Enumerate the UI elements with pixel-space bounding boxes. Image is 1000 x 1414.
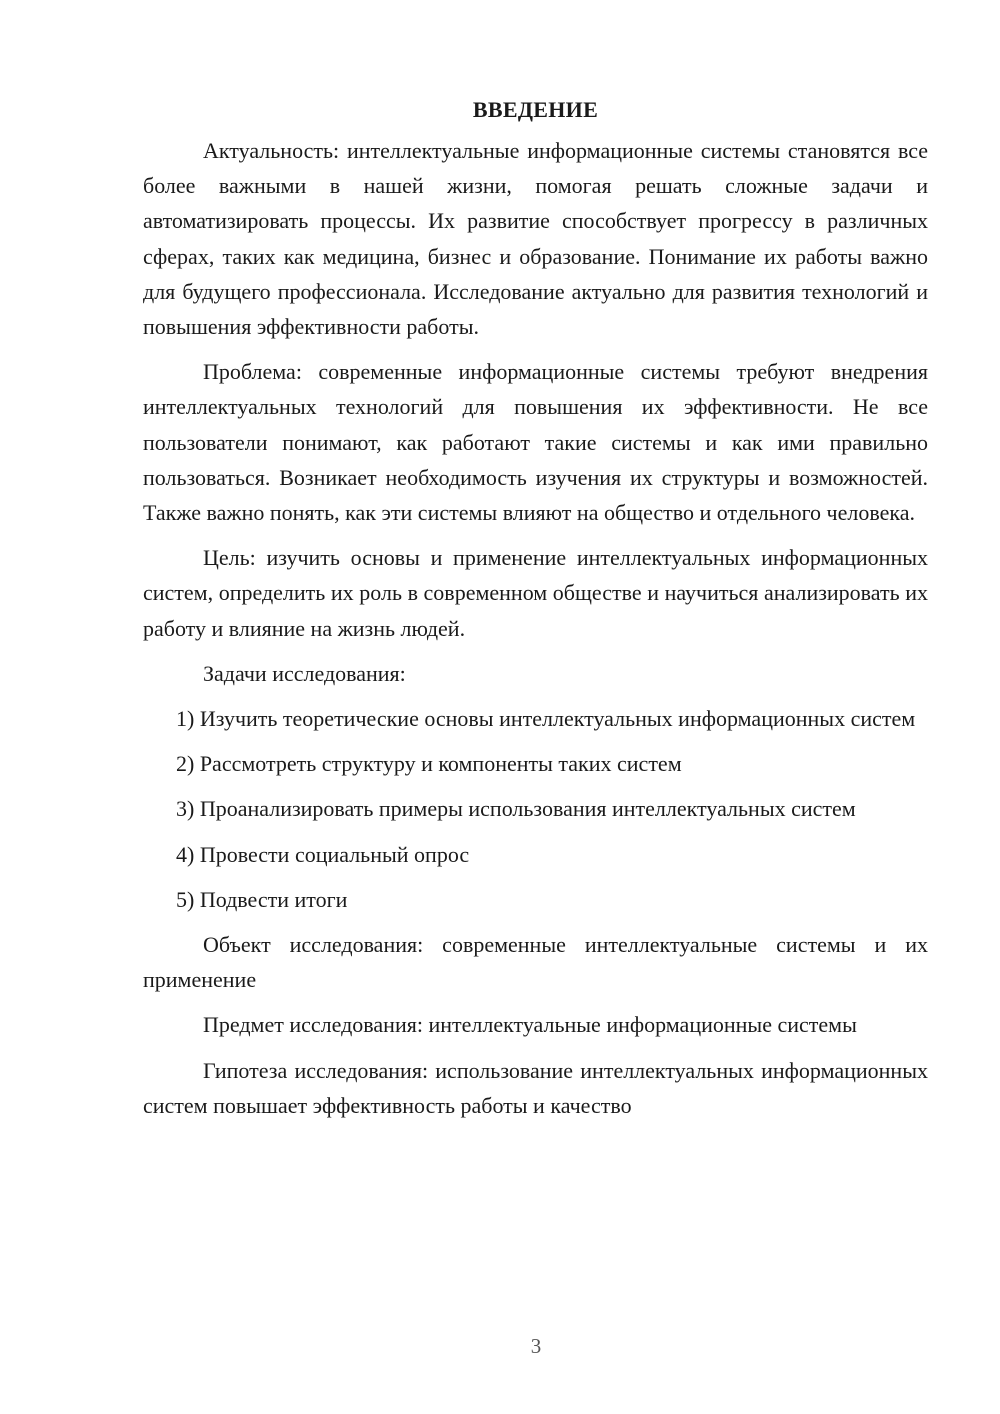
task-item-2: 2) Рассмотреть структуру и компоненты таких систем bbox=[176, 751, 682, 777]
page-number: 3 bbox=[530, 1334, 542, 1358]
paragraph-goal: Цель: изучить основы и применение интеллектуальных информационных систем, определить их роль в современном обществе и научиться анализировать их работу и влияние на жизнь людей. bbox=[143, 545, 928, 641]
task-item-5: 5) Подвести итоги bbox=[176, 886, 348, 912]
paragraph-hypothesis: Гипотеза исследования: использование интеллектуальных информационных систем повышает эффективность работы и качество bbox=[143, 1057, 928, 1118]
paragraph-relevance: Актуальность: интеллектуальные информационные системы становятся все более важными в нашей жизни, помогая решать сложные задачи и автоматизировать процессы. Их развитие способствует прогрессу в различных сферах, таких как медицина, бизнес и образование. Понимание их работы важно для будущего профессионала. Исследование актуально для развития технологий и повышения эффективности работы. bbox=[143, 138, 928, 340]
task-item-3: 3) Проанализировать примеры использования интеллектуальных систем bbox=[176, 796, 856, 822]
paragraph-object: Объект исследования: современные интеллектуальные системы и их применение bbox=[143, 932, 928, 993]
paragraph-subject: Предмет исследования: интеллектуальные информационные системы bbox=[203, 1012, 857, 1038]
paragraph-tasks-title: Задачи исследования: bbox=[203, 660, 406, 686]
task-item-4: 4) Провести социальный опрос bbox=[176, 841, 470, 867]
section-heading: ВВЕДЕНИЕ bbox=[472, 97, 599, 122]
paragraph-problem: Проблема: современные информационные системы требуют внедрения интеллектуальных технологий для повышения их эффективности. Не все пользователи понимают, как работают такие системы и как ими правильно пользоваться. Возникает необходимость изучения их структуры и возможностей. Также важно понять, как эти системы влияют на общество и отдельного человека. bbox=[143, 359, 928, 526]
document-page bbox=[143, 92, 928, 1123]
task-item-1: 1) Изучить теоретические основы интеллектуальных информационных систем bbox=[176, 706, 916, 732]
